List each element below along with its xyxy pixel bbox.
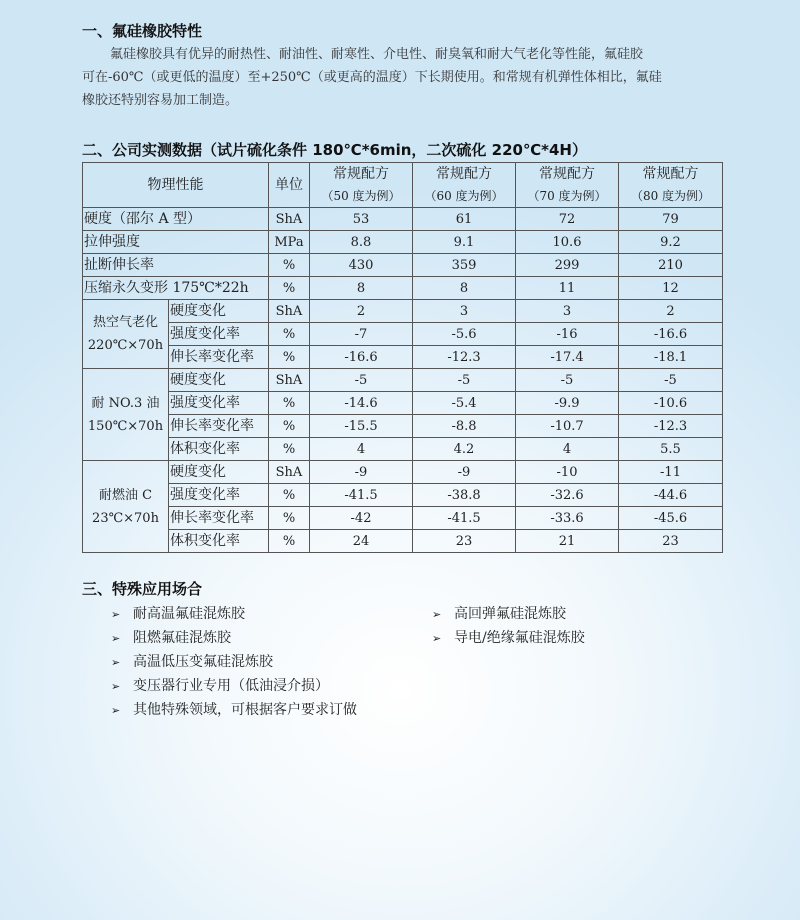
row-value: 21 (516, 530, 619, 553)
header-formula-sub: （80 度为例） (619, 185, 723, 208)
row-value: 3 (413, 300, 516, 323)
row-property: 伸长率变化率 (169, 346, 269, 369)
table-row (83, 231, 723, 254)
row-property: 硬度变化 (169, 369, 269, 392)
row-value: 79 (619, 208, 723, 231)
group-label-line: 23℃×70h (92, 510, 159, 526)
row-value: -5 (310, 369, 413, 392)
application-item (432, 602, 585, 626)
header-formula: 常规配方 (619, 163, 723, 186)
row-property: 硬度（邵尔 A 型） (83, 208, 269, 231)
row-value: -33.6 (516, 507, 619, 530)
row-value: -10.6 (619, 392, 723, 415)
row-property: 伸长率变化率 (169, 415, 269, 438)
table-row (83, 277, 723, 300)
row-value: -38.8 (413, 484, 516, 507)
row-property: 压缩永久变形 175℃*22h (83, 277, 269, 300)
row-value: -16.6 (619, 323, 723, 346)
group-label-line: 耐燃油 C (98, 487, 153, 503)
row-property: 拉伸强度 (83, 231, 269, 254)
section3-title: 三、特殊应用场合 (82, 580, 203, 598)
header-property: 物理性能 (83, 163, 269, 208)
row-value: -45.6 (619, 507, 723, 530)
row-value: -5.6 (413, 323, 516, 346)
row-value: 61 (413, 208, 516, 231)
row-unit: % (269, 392, 310, 415)
application-list-left (111, 602, 357, 722)
application-item-label: 其他特殊领域，可根据客户要求订做 (133, 702, 357, 718)
row-value: -5 (619, 369, 723, 392)
row-unit: % (269, 346, 310, 369)
application-item-label: 导电/绝缘氟硅混炼胶 (454, 630, 585, 646)
paragraph-line: 橡胶还特别容易加工制造。 (82, 93, 239, 108)
arrow-bullet-icon: ➢ (432, 608, 442, 621)
row-unit: ShA (269, 208, 310, 231)
row-unit: ShA (269, 461, 310, 484)
table-row (83, 208, 723, 231)
header-formula-sub: （50 度为例） (310, 185, 413, 208)
table-row (83, 461, 723, 484)
table-row (83, 507, 723, 530)
row-value: -15.5 (310, 415, 413, 438)
row-unit: % (269, 323, 310, 346)
section1-title: 一、氟硅橡胶特性 (82, 22, 203, 40)
row-value: 9.2 (619, 231, 723, 254)
row-value: 299 (516, 254, 619, 277)
arrow-bullet-icon: ➢ (432, 632, 442, 645)
row-property: 硬度变化 (169, 461, 269, 484)
row-property: 扯断伸长率 (83, 254, 269, 277)
table-row (83, 484, 723, 507)
table-row (83, 323, 723, 346)
row-value: 2 (619, 300, 723, 323)
arrow-bullet-icon: ➢ (111, 656, 121, 669)
row-value: -14.6 (310, 392, 413, 415)
row-value: 4.2 (413, 438, 516, 461)
group-label-line: 220℃×70h (87, 338, 164, 353)
header-formula-sub: （60 度为例） (413, 185, 516, 208)
row-value: 23 (619, 530, 723, 553)
row-value: -9.9 (516, 392, 619, 415)
row-value: -10 (516, 461, 619, 484)
group-label-line: 热空气老化 (92, 315, 158, 330)
row-value: -8.8 (413, 415, 516, 438)
group-label (83, 369, 169, 461)
table-row (83, 369, 723, 392)
row-unit: % (269, 507, 310, 530)
row-value: -5.4 (413, 392, 516, 415)
table-row (83, 300, 723, 323)
application-item (432, 626, 585, 650)
row-value: 3 (516, 300, 619, 323)
table-header-row (83, 163, 723, 186)
row-value: -7 (310, 323, 413, 346)
row-value: -16.6 (310, 346, 413, 369)
row-value: 430 (310, 254, 413, 277)
row-value: -5 (516, 369, 619, 392)
test-data-table (82, 162, 723, 553)
section1-paragraph (82, 43, 722, 112)
row-value: -11 (619, 461, 723, 484)
arrow-bullet-icon: ➢ (111, 704, 121, 717)
row-value: 4 (516, 438, 619, 461)
application-item-label: 高回弹氟硅混炼胶 (454, 606, 566, 622)
table-row (83, 415, 723, 438)
row-unit: % (269, 254, 310, 277)
paragraph-line: 氟硅橡胶具有优异的耐热性、耐油性、耐寒性、介电性、耐臭氧和耐大气老化等性能，氟硅胶 (110, 47, 644, 62)
row-value: 8 (413, 277, 516, 300)
row-unit: ShA (269, 369, 310, 392)
row-value: 8.8 (310, 231, 413, 254)
row-unit: % (269, 438, 310, 461)
application-item (111, 626, 357, 650)
application-item-label: 耐高温氟硅混炼胶 (133, 606, 245, 622)
row-value: -44.6 (619, 484, 723, 507)
row-value: -5 (413, 369, 516, 392)
group-label-line: 150℃×70h (87, 418, 164, 434)
table-row (83, 254, 723, 277)
table-body (83, 163, 723, 553)
header-unit: 单位 (269, 163, 310, 208)
row-unit: % (269, 530, 310, 553)
group-label (83, 461, 169, 553)
application-item (111, 650, 357, 674)
row-value: -17.4 (516, 346, 619, 369)
row-property: 体积变化率 (169, 530, 269, 553)
row-value: 11 (516, 277, 619, 300)
header-formula: 常规配方 (516, 163, 619, 186)
row-unit: % (269, 484, 310, 507)
row-value: 4 (310, 438, 413, 461)
row-value: 72 (516, 208, 619, 231)
table-row (83, 438, 723, 461)
header-formula: 常规配方 (310, 163, 413, 186)
application-item-label: 变压器行业专用（低油浸介损） (133, 678, 329, 694)
application-item-label: 阻燃氟硅混炼胶 (133, 630, 231, 646)
row-unit: % (269, 277, 310, 300)
row-value: -9 (413, 461, 516, 484)
row-value: -12.3 (413, 346, 516, 369)
row-property: 体积变化率 (169, 438, 269, 461)
row-property: 伸长率变化率 (169, 507, 269, 530)
row-value: 12 (619, 277, 723, 300)
application-item-label: 高温低压变氟硅混炼胶 (133, 654, 273, 670)
application-item (111, 698, 357, 722)
row-unit: % (269, 415, 310, 438)
row-property: 强度变化率 (169, 392, 269, 415)
row-value: -9 (310, 461, 413, 484)
arrow-bullet-icon: ➢ (111, 680, 121, 693)
arrow-bullet-icon: ➢ (111, 632, 121, 645)
row-value: 8 (310, 277, 413, 300)
row-value: -41.5 (413, 507, 516, 530)
arrow-bullet-icon: ➢ (111, 608, 121, 621)
row-property: 硬度变化 (169, 300, 269, 323)
row-value: -12.3 (619, 415, 723, 438)
row-value: 53 (310, 208, 413, 231)
group-label (83, 300, 169, 369)
row-value: 359 (413, 254, 516, 277)
table-row (83, 346, 723, 369)
application-list-right (432, 602, 585, 650)
row-value: 210 (619, 254, 723, 277)
row-property: 强度变化率 (169, 484, 269, 507)
row-value: 10.6 (516, 231, 619, 254)
table-row (83, 392, 723, 415)
group-label-line: 耐 NO.3 油 (91, 395, 160, 411)
header-formula-sub: （70 度为例） (516, 185, 619, 208)
row-property: 强度变化率 (169, 323, 269, 346)
row-value: -32.6 (516, 484, 619, 507)
row-value: 9.1 (413, 231, 516, 254)
application-item (111, 674, 357, 698)
header-formula: 常规配方 (413, 163, 516, 186)
row-unit: MPa (269, 231, 310, 254)
row-value: -42 (310, 507, 413, 530)
row-value: -16 (516, 323, 619, 346)
row-value: 2 (310, 300, 413, 323)
row-value: 24 (310, 530, 413, 553)
row-value: 5.5 (619, 438, 723, 461)
paragraph-line: 可在-60℃（或更低的温度）至+250℃（或更高的温度）下长期使用。和常规有机弹性体相比，氟硅 (82, 70, 662, 85)
table-row (83, 530, 723, 553)
row-unit: ShA (269, 300, 310, 323)
application-item (111, 602, 357, 626)
row-value: -10.7 (516, 415, 619, 438)
row-value: 23 (413, 530, 516, 553)
section2-title: 二、公司实测数据（试片硫化条件 180℃*6min，二次硫化 220℃*4H） (82, 141, 587, 159)
row-value: -18.1 (619, 346, 723, 369)
row-value: -41.5 (310, 484, 413, 507)
